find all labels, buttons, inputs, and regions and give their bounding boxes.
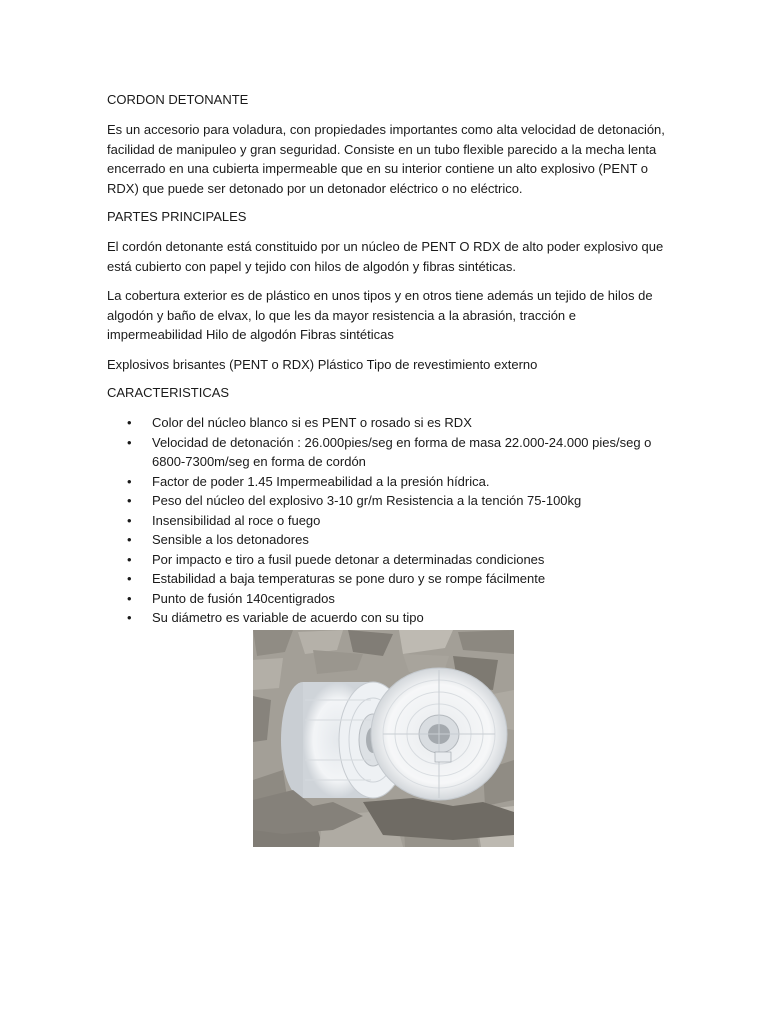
- bullet-icon: •: [127, 473, 132, 489]
- detonating-cord-photo: [253, 630, 514, 847]
- document-title: CORDON DETONANTE: [107, 92, 249, 107]
- feature-item: • Sensible a los detonadores: [107, 530, 667, 550]
- section-title-features: CARACTERISTICAS: [107, 385, 230, 400]
- feature-item: • Peso del núcleo del explosivo 3-10 gr/m Resistencia a la tención 75-100kg: [107, 491, 667, 511]
- cord-rolls-image: [253, 630, 514, 847]
- bullet-icon: •: [127, 512, 132, 528]
- feature-item: • Color del núcleo blanco si es PENT o rosado si es RDX: [107, 413, 667, 433]
- section-title-parts: PARTES PRINCIPALES: [107, 209, 247, 224]
- parts-paragraph-2: La cobertura exterior es de plástico en unos tipos y en otros tiene además un tejido de hilos de algodón y baño de elvax, lo que les da mayor resistencia a la abrasión, tracción e impermeabilidad Hilo de algodón Fibras sintéticas: [107, 288, 653, 342]
- bullet-icon: •: [127, 493, 132, 508]
- feature-item: • Insensibilidad al roce o fuego: [107, 511, 667, 531]
- parts-paragraph-1: El cordón detonante está constituido por un núcleo de PENT O RDX de alto poder explosivo que está cubierto con papel y tejido con hilos de algodón y fibras sintéticas.: [107, 239, 664, 274]
- document-body: [107, 91, 667, 628]
- bullet-icon: •: [127, 571, 132, 586]
- feature-item: • Punto de fusión 140centigrados: [107, 589, 667, 609]
- intro-paragraph: Es un accesorio para voladura, con propiedades importantes como alta velocidad de detonación, facilidad de manipuleo y gran seguridad. Consiste en un tubo flexible parecido a la mecha lenta encerrado en una cubierta impermeable que en su interior contiene un alto explosivo (PENT o RDX) que puede ser detonado por un detonador eléctrico o no eléctrico.: [107, 122, 665, 196]
- bullet-icon: •: [127, 551, 132, 567]
- bullet-icon: •: [127, 532, 132, 547]
- feature-item: • Por impacto e tiro a fusil puede detonar a determinadas condiciones: [107, 550, 667, 570]
- cord-roll-right: [371, 668, 507, 800]
- feature-item: • Factor de poder 1.45 Impermeabilidad a la presión hídrica.: [107, 472, 667, 492]
- bullet-icon: •: [127, 590, 132, 606]
- feature-item: • Su diámetro es variable de acuerdo con su tipo: [107, 608, 667, 628]
- bullet-icon: •: [127, 434, 132, 450]
- bullet-icon: •: [127, 415, 132, 430]
- bullet-icon: •: [127, 610, 132, 625]
- feature-item: • Estabilidad a baja temperaturas se pone duro y se rompe fácilmente: [107, 569, 667, 589]
- feature-item: • Velocidad de detonación : 26.000pies/seg en forma de masa 22.000-24.000 pies/seg o 6800-7300m/seg en forma de cordón: [127, 434, 652, 469]
- features-list: [107, 413, 667, 628]
- parts-paragraph-3: Explosivos brisantes (PENT o RDX) Plástico Tipo de revestimiento externo: [107, 356, 538, 372]
